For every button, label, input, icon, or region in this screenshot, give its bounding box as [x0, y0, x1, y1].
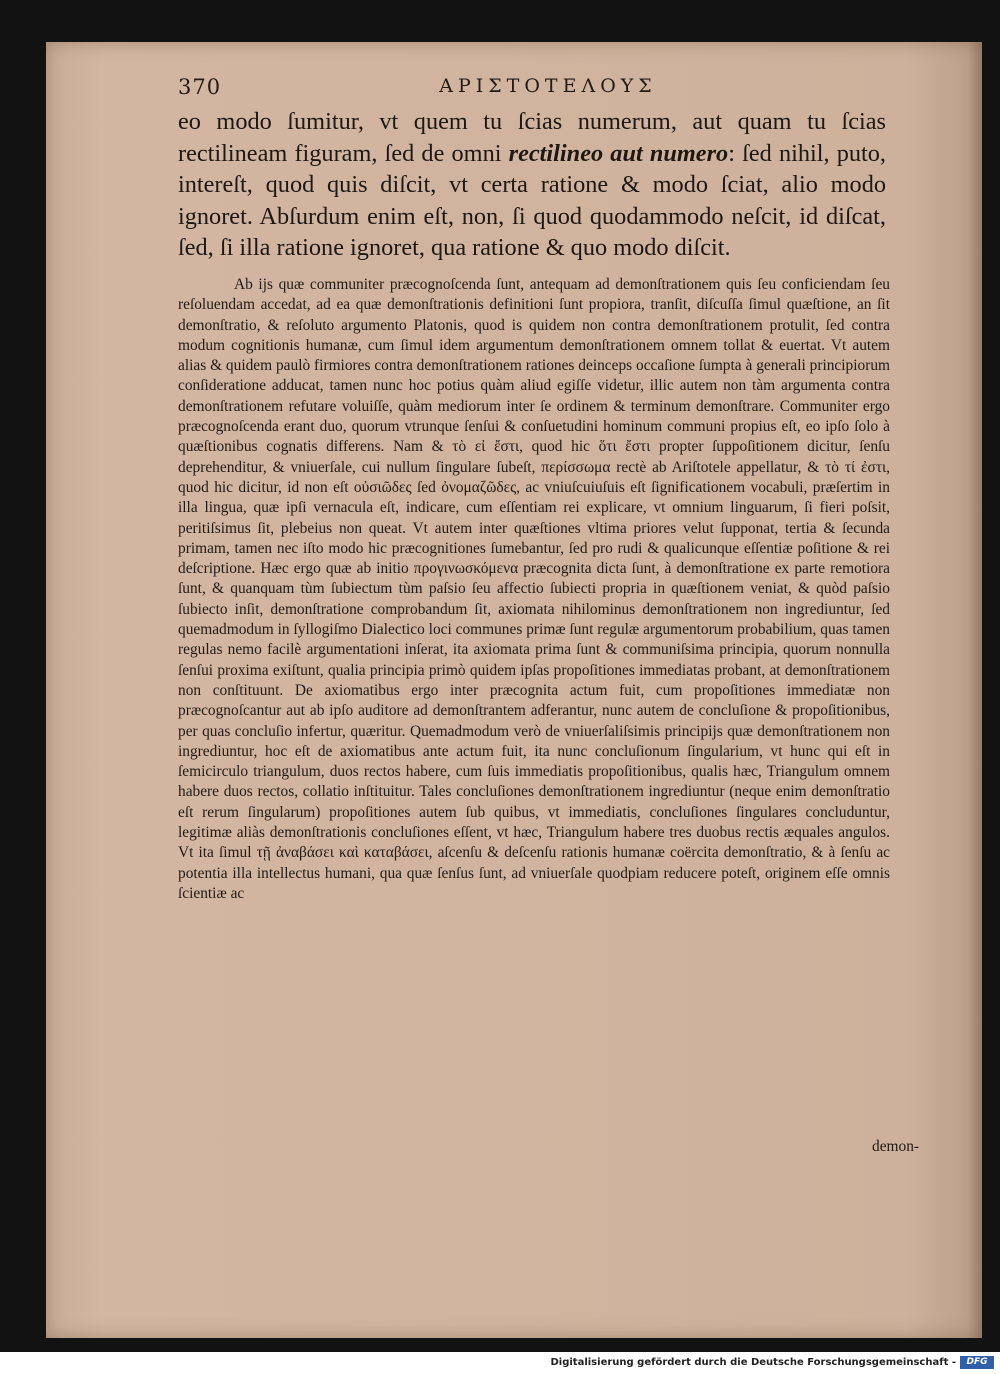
- digitization-footer: [0, 1352, 1000, 1374]
- running-head: [178, 73, 918, 103]
- commentary-paragraph: Ab ijs quæ communiter præcognoſcenda ſunt, antequam ad demonſtrationem quis ſeu conficiendam ſeu reſoluendam accedat, ad ea quæ demonſtrationis definitioni ſunt propiora, tranſit, diſcuſſa ſimul quæſtione, an ſit demonſtratio, & reſoluto argumento Platonis, quod is quidem non contra demonſtrationem protulit, ſed contra modum cognitionis humanæ, cum ſimul idem argumentum demonſtrationem omnem tollat & euertat. Vt autem alias & quidem paulò firmiores contra demonſtrationem rationes deinceps occaſione ſumpta à generali principiorum conſideratione adducat, tamen nunc hoc potius quàm aliud egiſſe videtur, illic autem non tàm argumenta contra demonſtrationem refutare voluiſſe, quàm mediorum inter ſe ordinem & terminum demonſtrare. Communiter ergo præcognoſcenda erant duo, quorum vtrunque ſenſui & conſuetudini hominum communi propius eſt, eo ipſo ſolo à quæſtionibus cognatis differens. Nam & τὸ εἰ ἔστι, quod hic ὅτι ἔστι propter ſuppoſitionem dicitur, ſenſu deprehenditur, & vniuerſale, cui nullum ſingulare ſubeſt, περίσσωμα rectè ab Ariſtotele appellatur, & τὸ τί ἐστι, quod hic dicitur, id non eſt οὐσιῶδες ſed ὀνομαζῶδες, ac vniuſcuiuſuis eſt ſignificationem vocabuli, præſertim in illa lingua, quæ ipſi vernacula eſt, indicare, cum eſſentiam rei explicare, vt omnium linguarum, ſi fieri poſsit, peritiſsimus ſit, plebeius non queat. Vt autem inter quæſtiones vltima priores velut ſupponat, tertia & ſecunda primam, tamen nec iſto modo hic præcognitiones ſumebantur, ſed pro rudi & qualicunque eſſentiæ poſitione & rei deſcriptione. Hæc ergo quæ ab initio προγινωσκόμενα præcognita dicta ſunt, à demonſtratione ex parte remotiora ſunt, & quanquam tùm ſubiectum tùm paſsio ſeu affectio ſubiecti propria in quæſtionem veniat, & quòd paſsio ſubiecto inſit, demonſtratione comprobandum ſit, axiomata nihilominus demonſtrationem non ingrediuntur, ſed quemadmodum in ſyllogiſmo Dialectico loci communes primæ ſunt regulæ argumentorum probabilium, quas tamen regulas nemo facilè argumentationi inſerat, ita axiomata prima ſunt & communiſsima principia, quorum nonnulla ſenſui proxima exiſtunt, qualia principia primò quidem ipſas propoſitiones immediatas probant, at demonſtrationem non conſtituunt. De axiomatibus ergo inter præcognita actum fuit, cum propoſitiones immediatæ non præcognoſcantur aut ab ipſo auditore ad demonſtrantem adferantur, nunc autem de concluſione & propoſitionibus, per quas concluſio infertur, quæritur. Quemadmodum verò de vniuerſaliſsimis principijs quæ demonſtrationem non ingrediuntur, hoc eſt de axiomatibus ante actum fuit, ita nunc concluſionum ſingularium, vt hunc qui eſt in ſemicirculo triangulum, duos rectos habere, cum ſuis immediatis propoſitionibus, qualis hæc, Triangulum omnem habere duos rectos, collatio inſtituitur. Tales concluſiones demonſtrationem ingrediuntur (neque enim demonſtratio eſt rerum ſingularum) propoſitiones autem ſub quibus, vt immediatis, concluſiones ſingulares concluduntur, legitimæ aliàs demonſtrationis concluſiones eſſent, vt hæc, Triangulum habere tres duobus rectis æquales angulos. Vt ita ſimul τῇ ἀναβάσει καὶ καταβάσει, aſcenſu & deſcenſu rationis humanæ coërcita demonſtratio, & à ſenſu ac potentia illa intellectus humani, qua quæ ſenſus ſunt, ad vniuerſale quodpiam reducere poteſt, originem eſſe omnis ſcientiæ ac: [178, 276, 890, 902]
- running-title: ΑΡΙΣΤΟΤΕΛΟΥΣ: [439, 75, 657, 97]
- dfg-logo-icon: DFG: [960, 1356, 994, 1369]
- aristotle-text-italic: rectilineo aut numero: [508, 139, 729, 167]
- page-number: 370: [178, 75, 222, 99]
- footer-credit: Digitalisierung gefördert durch die Deutsche Forschungsgemeinschaft -: [550, 1357, 956, 1368]
- catchword: demon-: [872, 1138, 920, 1155]
- page-edge-shadow: [968, 42, 982, 1338]
- aristotle-text: [178, 106, 886, 264]
- aristotle-text-part-1: eo modo ſumitur, vt quem tu ſcias numerum, aut quam tu ſcias rectilineam figuram, ſed de omni: [178, 108, 886, 167]
- aristotle-text-part-2: : ſed nihil, puto, intereſt, quod quis diſcit, vt certa ratione & modo ſciat, alio modo ignoret. Abſurdum enim eſt, non, ſi quod quodammodo neſcit, id diſcat, ſed, ſi illa ratione ignoret, qua ratione & quo modo diſcit.: [178, 139, 887, 262]
